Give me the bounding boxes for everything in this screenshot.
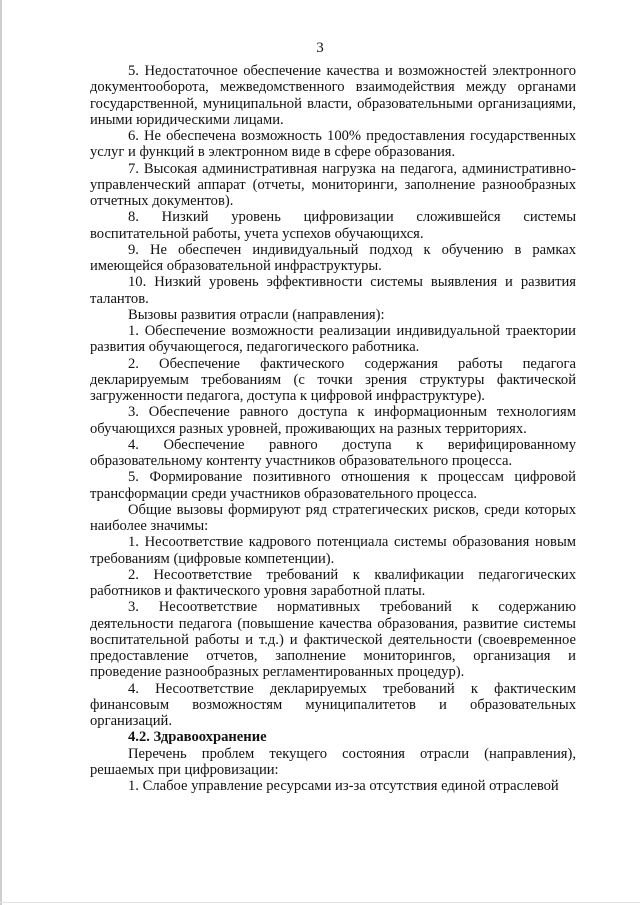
scan-left-edge: [0, 0, 2, 905]
paragraph: 2. Несоответствие требований к квалификации педагогических работников и фактического уровня заработной платы.: [90, 566, 576, 599]
paragraph: Общие вызовы формируют ряд стратегических рисков, среди которых наиболее значимы:: [90, 501, 576, 534]
paragraph: 2. Обеспечение фактического содержания работы педагога декларируемым требованиям (с точки зрения структуры фактической загруженности педагога, доступа к цифровой инфраструктуре).: [90, 355, 576, 404]
paragraph: 8. Низкий уровень цифровизации сложившейся системы воспитательной работы, учета успехов обучающихся.: [90, 209, 576, 242]
paragraph: 1. Слабое управление ресурсами из-за отсутствия единой отраслевой: [128, 778, 559, 794]
paragraph: 9. Не обеспечен индивидуальный подход к обучению в рамках имеющейся образовательной инфраструктуры.: [90, 241, 576, 274]
paragraph: 4. Несоответствие декларируемых требований к фактическим финансовым возможностям муниципалитетов и образовательных организаций.: [90, 680, 576, 729]
section-heading: 4.2. Здравоохранение: [128, 729, 267, 746]
paragraph: Вызовы развития отрасли (направления):: [128, 306, 385, 323]
paragraph: 5. Недостаточное обеспечение качества и возможностей электронного документооборота, межведомственного взаимодействия между органами государственной, муниципальной власти, образовательными организациями, иными юридическими лицами.: [90, 63, 576, 128]
page-body: [90, 63, 576, 794]
page-number: 3: [316, 40, 324, 56]
paragraph: 3. Несоответствие нормативных требований к содержанию деятельности педагога (повышение качества образования, развитие системы воспитательной работы и т.д.) и фактической деятельности (своевременное предоставление отчетов, заполнение мониторингов, организация и проведение разнообразных регламентированных процедур).: [90, 599, 576, 681]
paragraph: Перечень проблем текущего состояния отрасли (направления), решаемых при цифровизации:: [90, 745, 576, 778]
paragraph: 1. Обеспечение возможности реализации индивидуальной траектории развития обучающегося, педагогического работника.: [90, 323, 576, 356]
paragraph: 7. Высокая административная нагрузка на педагога, административно-управленческий аппарат (отчеты, мониторинги, заполнение разнообразных отчетных документов).: [90, 160, 576, 209]
paragraph: 10. Низкий уровень эффективности системы выявления и развития талантов.: [90, 274, 576, 307]
paragraph: 3. Обеспечение равного доступа к информационным технологиям обучающихся разных уровней, проживающих на разных территориях.: [90, 404, 576, 437]
paragraph: 1. Несоответствие кадрового потенциала системы образования новым требованиям (цифровые компетенции).: [90, 534, 576, 567]
paragraph: 4. Обеспечение равного доступа к верифицированному образовательному контенту участников образовательного процесса.: [90, 436, 576, 469]
page-bottom-edge: [0, 902, 640, 903]
paragraph: 6. Не обеспечена возможность 100% предоставления государственных услуг и функций в электронном виде в сфере образования.: [90, 128, 576, 161]
paragraph: 5. Формирование позитивного отношения к процессам цифровой трансформации среди участников образовательного процесса.: [90, 469, 576, 502]
